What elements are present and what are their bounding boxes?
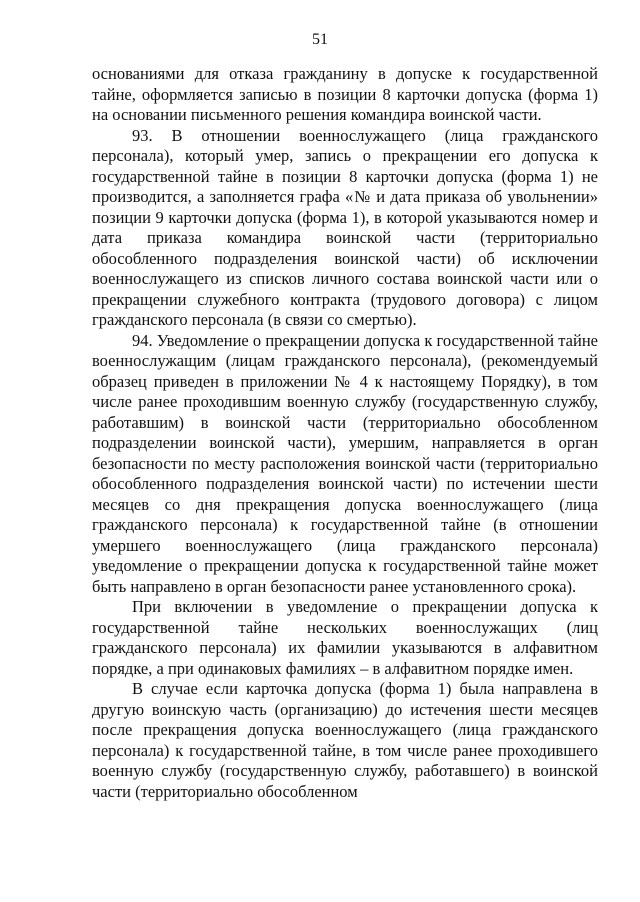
paragraph-alphabetical-order: При включении в уведомление о прекращении допуска к государственной тайне нескольких военнослужащих (лиц гражданского персонала) их фамилии указываются в алфавитном порядке, а при одинаковых фамилиях – в алфавитном порядке имен. bbox=[92, 597, 598, 678]
paragraph-93: 93. В отношении военнослужащего (лица гражданского персонала), который умер, запись о прекращении его допуска к государственной тайне в позиции 8 карточки допуска (форма 1) не производится, а заполняется графа «№ и дата приказа об увольнении» позиции 9 карточки допуска (форма 1), в которой указываются номер и дата приказа командира воинской части (территориально обособленного подразделения воинской части) об исключении военнослужащего из списков личного состава воинской части или о прекращении служебного контракта (трудового договора) с лицом гражданского персонала (в связи со смертью). bbox=[92, 125, 598, 329]
paragraph-94: 94. Уведомление о прекращении допуска к государственной тайне военнослужащим (лицам гражданского персонала), (рекомендуемый образец приведен в приложении № 4 к настоящему Порядку), в том числе ранее проходившим военную службу (государственную службу, работавшим) в воинской части (территориально обособленном подразделении воинской части), умершим, направляется в орган безопасности по месту расположения воинской части (территориально обособленного подразделения воинской части) по истечении шести месяцев со дня прекращения допуска военнослужащего (лица гражданского персонала) к государственной тайне (в отношении умершего военнослужащего (лица гражданского персонала) уведомление о прекращении допуска к государственной тайне может быть направлено в орган безопасности ранее установленного срока). bbox=[92, 330, 598, 596]
page-number: 51 bbox=[312, 31, 328, 48]
paragraph-continuation: основаниями для отказа гражданину в допуске к государственной тайне, оформляется записью в позиции 8 карточки допуска (форма 1) на основании письменного решения командира воинской части. bbox=[92, 64, 598, 124]
paragraph-card-transfer: В случае если карточка допуска (форма 1) была направлена в другую воинскую часть (организацию) до истечения шести месяцев после прекращения допуска военнослужащего (лица гражданского персонала) к государственной тайне, в том числе ранее проходившего военную службу (государственную службу, работавшего) в воинской части (территориально обособленном bbox=[92, 679, 598, 801]
document-body bbox=[92, 64, 598, 802]
